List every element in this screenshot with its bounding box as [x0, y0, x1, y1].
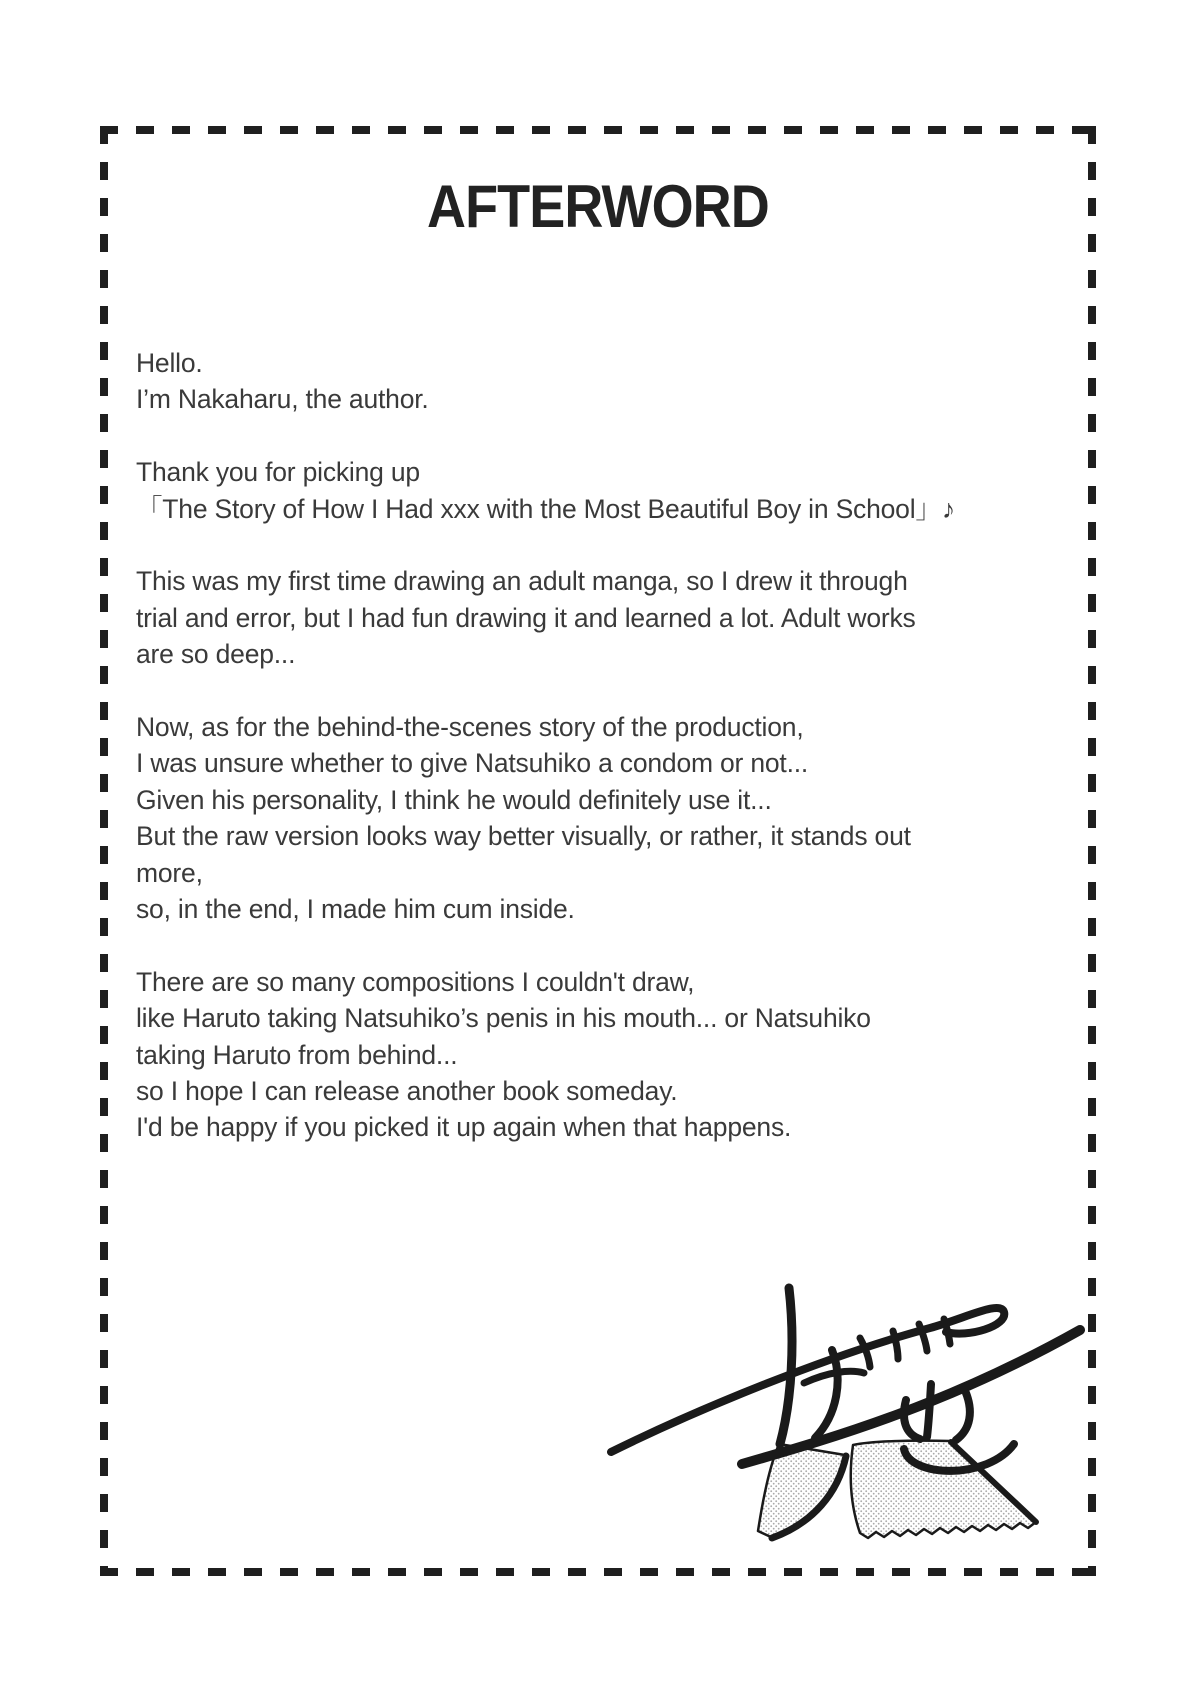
paragraph-first-time	[136, 563, 1066, 672]
signature-tick-1	[893, 1331, 898, 1359]
signature-and-artwork	[555, 1280, 1100, 1545]
text-line: I’m Nakaharu, the author.	[136, 384, 429, 415]
text-line: Given his personality, I think he would definitely use it...	[136, 784, 772, 815]
page-title: AFTERWORD	[427, 173, 769, 240]
author-signature-drawing	[555, 1280, 1100, 1545]
text-line: so, in the end, I made him cum inside.	[136, 894, 575, 925]
text-line: like Haruto taking Natsuhiko’s penis in his mouth... or Natsuhiko	[136, 1003, 871, 1034]
text-line: Thank you for picking up	[136, 457, 420, 488]
text-line-book-title: 「The Story of How I Had xxx with the Most Beautiful Boy in School」♪	[136, 493, 955, 524]
nakaharu-signature-strokes	[611, 1288, 1080, 1471]
condom-wrapper-sketch	[758, 1441, 1036, 1538]
paragraph-greeting	[136, 345, 1066, 418]
text-line: more,	[136, 857, 203, 888]
paragraph-behind-the-scenes	[136, 709, 1066, 927]
signature-de-right-arm	[956, 1393, 970, 1440]
paragraph-thanks	[136, 454, 1066, 527]
text-line: I'd be happy if you picked it up again when that happens.	[136, 1112, 792, 1143]
border-left-dashed	[100, 126, 108, 1576]
signature-de-vertical	[927, 1384, 931, 1437]
text-line: are so deep...	[136, 639, 296, 670]
text-line: I was unsure whether to give Natsuhiko a condom or not...	[136, 748, 809, 779]
text-line: trial and error, but I had fun drawing it and learned a lot. Adult works	[136, 602, 916, 633]
text-line: There are so many compositions I couldn't draw,	[136, 966, 695, 997]
text-line: so I hope I can release another book someday.	[136, 1076, 678, 1107]
border-bottom-dashed	[100, 1568, 1096, 1576]
paragraph-closing	[136, 964, 1066, 1146]
afterword-text	[136, 345, 1066, 1182]
text-line: taking Haruto from behind...	[136, 1039, 458, 1070]
signature-vertical-stroke	[780, 1288, 792, 1444]
border-top-dashed	[100, 126, 1096, 134]
text-line: Now, as for the behind-the-scenes story of the production,	[136, 712, 804, 743]
text-line: Hello.	[136, 348, 203, 378]
text-line: This was my first time drawing an adult manga, so I drew it through	[136, 566, 908, 597]
text-line: But the raw version looks way better visually, or rather, it stands out	[136, 821, 911, 852]
